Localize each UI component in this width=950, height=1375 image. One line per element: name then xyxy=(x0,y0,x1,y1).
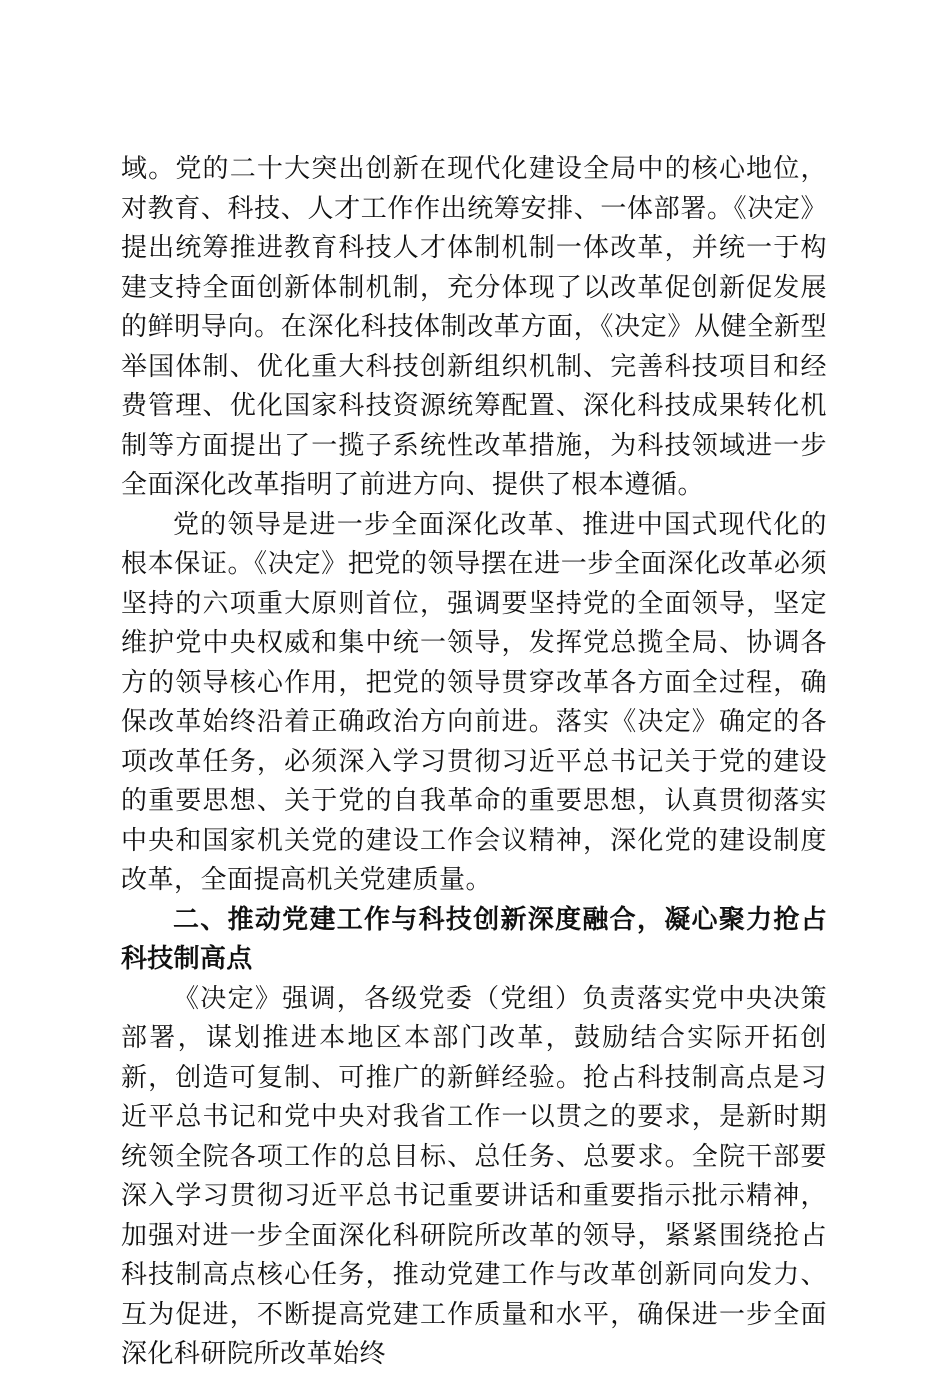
paragraph-decision: 《决定》强调，各级党委（党组）负责落实党中央决策部署，谋划推进本地区本部门改革，鼓励结合实际开拓创新，创造可复制、可推广的新鲜经验。抢占科技制高点是习近平总书记和党中央对我省工作一以贯之的要求，是新时期统领全院各项工作的总目标、总任务、总要求。全院干部要深入学习贯彻习近平总书记重要讲话和重要指示批示精神，加强对进一步全面深化科研院所改革的领导，紧紧围绕抢占科技制高点核心任务，推动党建工作与改革创新同向发力、互为促进，不断提高党建工作质量和水平，确保进一步全面深化科研院所改革始终 xyxy=(121,983,827,1369)
paragraph-party-leadership: 党的领导是进一步全面深化改革、推进中国式现代化的根本保证。《决定》把党的领导摆在进一步全面深化改革必须坚持的六项重大原则首位，强调要坚持党的全面领导，坚定维护党中央权威和集中统一领导，发挥党总揽全局、协调各方的领导核心作用，把党的领导贯穿改革各方面全过程，确保改革始终沿着正确政治方向前进。落实《决定》确定的各项改革任务，必须深入学习贯彻习近平总书记关于党的建设的重要思想、关于党的自我革命的重要思想，认真贯彻落实中央和国家机关党的建设工作会议精神，深化党的建设制度改革，全面提高机关党建质量。 xyxy=(121,509,827,895)
document-page xyxy=(121,150,827,1375)
paragraph-continued: 域。党的二十大突出创新在现代化建设全局中的核心地位，对教育、科技、人才工作作出统筹安排、一体部署。《决定》提出统筹推进教育科技人才体制机制一体改革，并统一于构建支持全面创新体制机制，充分体现了以改革促创新促发展的鲜明导向。在深化科技体制改革方面，《决定》从健全新型举国体制、优化重大科技创新组织机制、完善科技项目和经费管理、优化国家科技资源统筹配置、深化科技成果转化机制等方面提出了一揽子系统性改革措施，为科技领域进一步全面深化改革指明了前进方向、提供了根本遵循。 xyxy=(121,154,827,500)
section-heading-2: 二、推动党建工作与科技创新深度融合，凝心聚力抢占科技制高点 xyxy=(121,904,827,974)
